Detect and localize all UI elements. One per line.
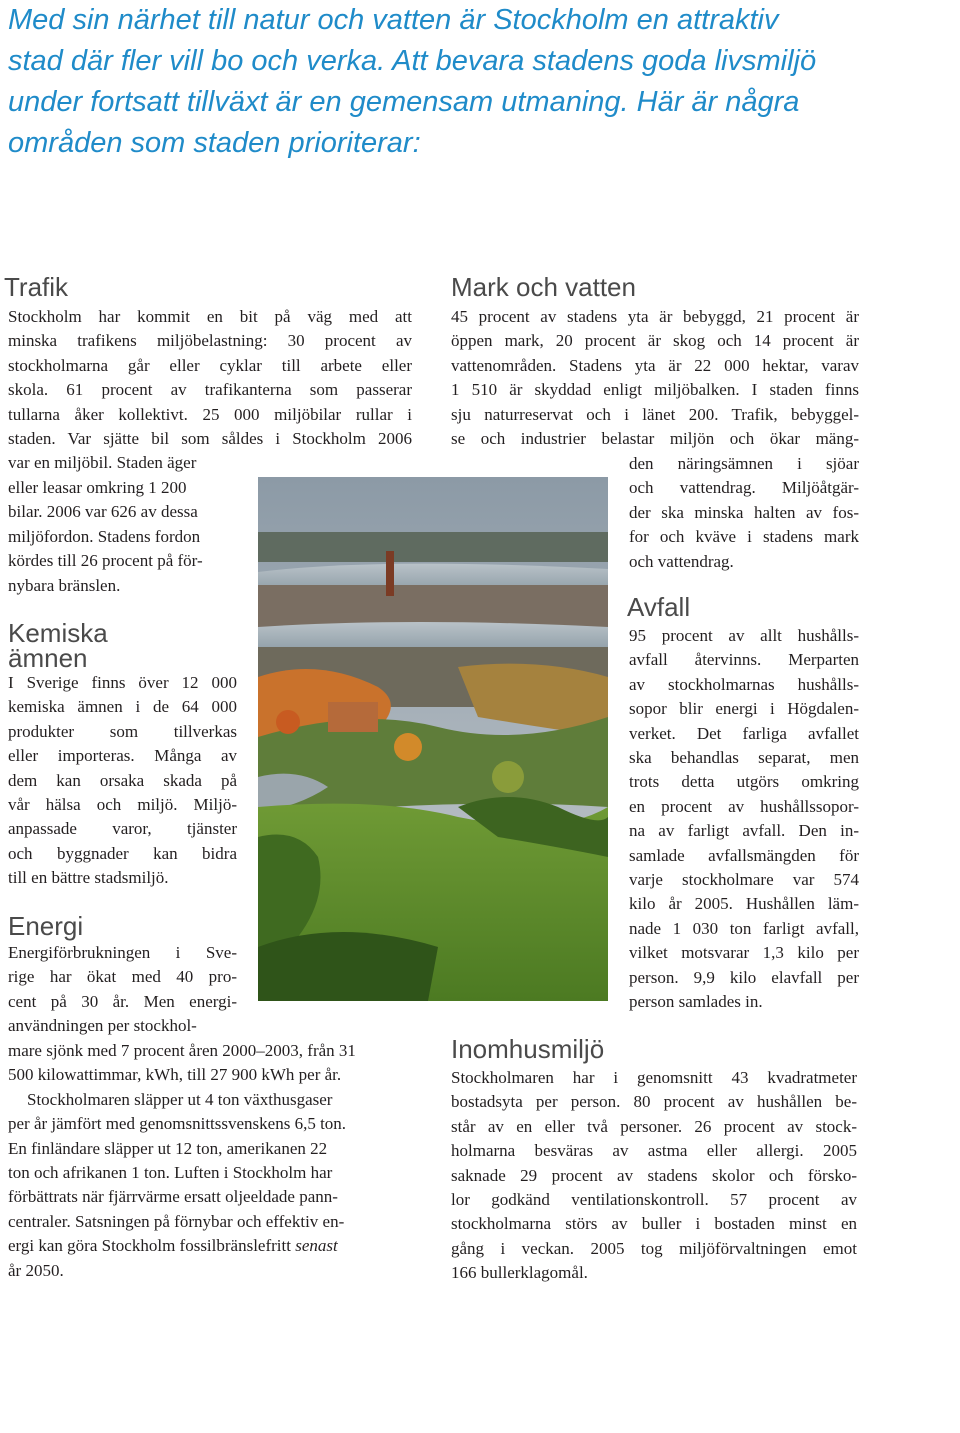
energi-paragraph xyxy=(8,941,237,1039)
intro-line: Med sin närhet till natur och vatten är Stockholm en attraktiv xyxy=(8,4,779,36)
mark-line: och vattendrag. Miljöåtgär- xyxy=(629,478,859,498)
intro-text xyxy=(8,0,908,164)
trafik-paragraph-cont xyxy=(8,476,253,598)
inomhus-paragraph xyxy=(451,1066,857,1286)
trafik-line: kördes till 26 procent på för- xyxy=(8,551,203,571)
kemiska-line: kemiska ämnen i de 64 000 xyxy=(8,697,237,717)
energi-line: Stockholmaren släpper ut 4 ton växthusgaser xyxy=(27,1089,333,1109)
energi-line: rige har ökat med 40 pro- xyxy=(8,967,237,987)
kemiska-line: till en bättre stadsmiljö. xyxy=(8,868,169,888)
avfall-line: nade 1 030 ton farligt avfall, xyxy=(629,918,859,938)
mark-line: for och kväve i stadens mark xyxy=(629,527,859,547)
energi-heading: Energi xyxy=(8,911,84,941)
inomhus-line: stockholmarna störs av buller i bostaden minst en xyxy=(451,1214,857,1234)
energi-line: ton och afrikanen 1 ton. Luften i Stockholm har xyxy=(8,1163,333,1183)
inomhus-heading: Inomhusmiljö xyxy=(451,1034,605,1064)
trafik-heading: Trafik xyxy=(4,272,69,302)
inomhus-line: lor godkänd ventilationskontroll. 57 procent av xyxy=(451,1190,857,1210)
mark-line: och vattendrag. xyxy=(629,551,734,571)
avfall-line: en procent av hushållssopor- xyxy=(629,796,859,816)
kemiska-line: produkter som tillverkas xyxy=(8,721,237,741)
avfall-line: trots detta utgörs omkring xyxy=(629,772,859,792)
energi-line: cent på 30 år. Men energi- xyxy=(8,991,237,1011)
avfall-line: samlade avfallsmängden för xyxy=(629,845,859,865)
trafik-line: stockholmarna går eller cyklar till arbete eller xyxy=(8,355,412,375)
avfall-line: person samlades in. xyxy=(629,992,763,1012)
inomhus-line: gång i veckan. 2005 tog miljöförvaltningen emot xyxy=(451,1238,857,1258)
energi-line-with-italic xyxy=(8,1234,418,1258)
energi-line: användningen per stockhol- xyxy=(8,1016,197,1036)
inomhus-line: holmarna besväras av astma eller allergi. 2005 xyxy=(451,1141,857,1161)
trafik-line: var en miljöbil. Staden äger xyxy=(8,453,197,473)
energi-italic-word: senast xyxy=(295,1236,338,1256)
avfall-line: av stockholmarnas hushålls- xyxy=(629,674,859,694)
stockholm-aerial-photo xyxy=(258,477,608,1001)
avfall-line: sopor blir energi i Högdalen- xyxy=(629,699,859,719)
trafik-line: bilar. 2006 var 626 av dessa xyxy=(8,502,198,522)
avfall-line: kilo år 2005. Hushållen läm- xyxy=(629,894,859,914)
inomhus-line: står av en eller två personer. 26 procent av stock- xyxy=(451,1116,857,1136)
energi-line: år 2050. xyxy=(8,1260,64,1280)
trafik-line: minska trafikens miljöbelastning: 30 procent av xyxy=(8,331,412,351)
avfall-line: na av farligt avfall. Den in- xyxy=(629,821,859,841)
avfall-line: person. 9,9 kilo elavfall per xyxy=(629,967,859,987)
inomhus-line: Stockholmaren har i genomsnitt 43 kvadratmeter xyxy=(451,1068,857,1087)
inomhus-line: 166 bullerklagomål. xyxy=(451,1263,588,1283)
avfall-line: vilket motsvarar 1,3 kilo per xyxy=(629,943,859,963)
trafik-line: miljöfordon. Stadens fordon xyxy=(8,526,201,546)
mark-line: der ska minska halten av fos- xyxy=(629,502,859,522)
mark-paragraph xyxy=(451,305,859,451)
inomhus-line: bostadsyta per person. 80 procent av hushållen be- xyxy=(451,1092,857,1112)
kemiska-line: och byggnader kan bidra xyxy=(8,843,237,863)
kemiska-heading-line: Kemiska xyxy=(8,618,108,648)
inomhus-line: saknade 29 procent av stadens skolor och försko- xyxy=(451,1165,857,1185)
avfall-line: ska behandlas separat, men xyxy=(629,748,859,768)
mark-heading: Mark och vatten xyxy=(451,272,636,302)
trafik-paragraph xyxy=(8,305,412,476)
mark-line: vattenområden. Stadens yta är 22 000 hektar, varav xyxy=(451,355,859,375)
mark-line: 45 procent av stadens yta är bebyggd, 21 procent är xyxy=(451,307,859,326)
kemiska-paragraph xyxy=(8,671,237,891)
energi-line: Energiförbrukningen i Sve- xyxy=(8,943,237,962)
avfall-line: varje stockholmare var 574 xyxy=(629,870,859,890)
trafik-line: eller leasar omkring 1 200 xyxy=(8,478,187,497)
trafik-line: nybara bränslen. xyxy=(8,575,121,595)
mark-paragraph-cont xyxy=(629,452,859,574)
energi-line: ergi kan göra Stockholm fossilbränslefritt xyxy=(8,1236,291,1256)
energi-paragraph-cont xyxy=(8,1039,418,1283)
kemiska-heading xyxy=(8,618,108,673)
mark-line: se och industrier belastar miljön och ökar mäng- xyxy=(451,429,859,449)
mark-line: öppen mark, 20 procent är skog och 14 procent är xyxy=(451,331,859,351)
intro-line: områden som staden prioriterar: xyxy=(8,127,421,159)
kemiska-heading-line: ämnen xyxy=(8,643,88,673)
mark-line: 1 510 är skyddad enligt miljöbalken. I staden finns xyxy=(451,380,859,400)
energi-line: centraler. Satsningen på förnybar och effektiv en- xyxy=(8,1211,345,1231)
energi-line: 500 kilowattimmar, kWh, till 27 900 kWh per år. xyxy=(8,1065,342,1085)
mark-line: sju naturreservat och i länet 200. Trafik, bebyggel- xyxy=(451,404,859,424)
avfall-heading: Avfall xyxy=(627,592,691,622)
intro-line: stad där fler vill bo och verka. Att bevara stadens goda livsmiljö xyxy=(8,45,817,77)
kemiska-line: eller importeras. Många av xyxy=(8,746,237,766)
photo-illustration xyxy=(258,477,608,1001)
avfall-paragraph xyxy=(629,624,859,1015)
mark-line: den näringsämnen i sjöar xyxy=(629,454,859,473)
energi-line: mare sjönk med 7 procent åren 2000–2003, från 31 xyxy=(8,1041,356,1060)
avfall-line: verket. Det farliga avfallet xyxy=(629,723,859,743)
energi-line: En finländare släpper ut 12 ton, amerikanen 22 xyxy=(8,1138,328,1158)
kemiska-line: dem kan orsaka skada på xyxy=(8,770,237,790)
intro-line: under fortsatt tillväxt är en gemensam utmaning. Här är några xyxy=(8,86,800,118)
trafik-line: tullarna åker kollektivt. 25 000 miljöbilar rullar i xyxy=(8,404,412,424)
trafik-line: skola. 61 procent av trafikanterna som passerar xyxy=(8,380,412,400)
kemiska-line: vår hälsa och miljö. Miljö- xyxy=(8,795,237,815)
kemiska-line: anpassade varor, tjänster xyxy=(8,819,237,839)
energi-line: per år jämfört med genomsnittssvenskens 6,5 ton. xyxy=(8,1114,347,1134)
trafik-line: Stockholm har kommit en bit på väg med att xyxy=(8,307,412,326)
avfall-line: 95 procent av allt hushålls- xyxy=(629,626,859,645)
energi-line: förbättrats när fjärrvärme ersatt oljeeldade pann- xyxy=(8,1187,338,1207)
avfall-line: avfall återvinns. Merparten xyxy=(629,650,859,670)
trafik-line: staden. Var sjätte bil som såldes i Stockholm 2006 xyxy=(8,429,412,449)
kemiska-line: I Sverige finns över 12 000 xyxy=(8,673,237,692)
